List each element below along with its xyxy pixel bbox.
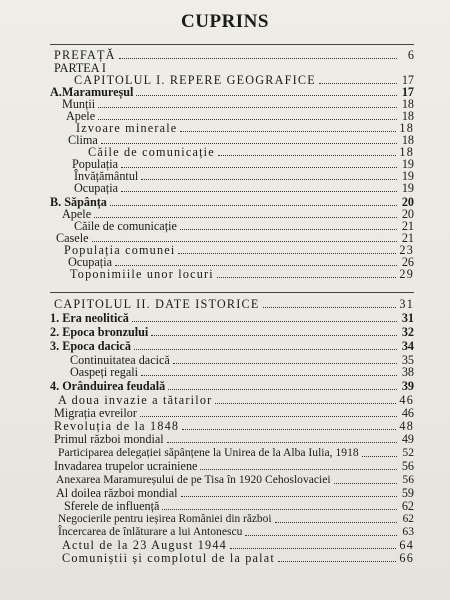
dot-leader: [141, 179, 397, 180]
dot-leader: [218, 155, 397, 156]
toc-entry-page: 23: [399, 243, 414, 257]
toc-entry-label: 1. Era neolitică: [50, 311, 129, 325]
toc-entry-label: Izvoare minerale: [76, 121, 178, 135]
toc-entry-page: 48: [399, 419, 414, 433]
dot-leader: [263, 307, 397, 308]
toc-entry-label: Anexarea Maramureșului de pe Tisa în 1920 Cehoslovaciei: [56, 473, 331, 486]
toc-entry-label: Primul război mondial: [54, 432, 164, 446]
toc-entry-page: 19: [401, 181, 414, 195]
toc-entry-label: Al doilea război mondial: [56, 486, 178, 500]
toc-entry-label: CAPITOLUL I. REPERE GEOGRAFICE: [74, 73, 316, 87]
toc-entry-label: Populația: [72, 157, 119, 171]
toc-entry-label: Participarea delegației săpânțene la Unirea de la Alba Iulia, 1918: [58, 446, 359, 459]
dot-leader: [94, 217, 397, 218]
toc-entry-capitolul-2: [54, 298, 414, 310]
dot-leader: [319, 83, 397, 84]
dot-leader: [98, 107, 397, 108]
dot-leader: [121, 167, 397, 168]
dot-leader: [180, 131, 396, 132]
section-rule: [50, 292, 414, 293]
toc-entry-label: Toponimiile unor locuri: [70, 267, 214, 281]
dot-leader: [140, 416, 397, 417]
dot-leader: [162, 509, 397, 510]
toc-entry: [58, 513, 414, 525]
toc-entry-page: 56: [402, 473, 414, 486]
toc-entry-label: PARTEA I: [54, 61, 106, 75]
toc-entry-label: Migrația evreilor: [54, 406, 137, 420]
dot-leader: [132, 321, 397, 322]
toc-entry-prefata: [54, 49, 414, 61]
toc-entry-label: Sferele de influență: [64, 499, 160, 513]
toc-entry-page: 59: [401, 486, 414, 500]
toc-entry-label: Casele: [56, 231, 89, 245]
toc-entry-label: Apele: [66, 109, 96, 123]
toc-entry: [70, 366, 414, 378]
toc-entry-page: 31: [399, 297, 414, 311]
dot-leader: [217, 277, 397, 278]
dot-leader: [362, 456, 397, 457]
dot-leader: [275, 522, 398, 523]
toc-entry: [56, 487, 414, 499]
toc-entry-page: 31: [401, 311, 414, 325]
toc-entry: [50, 312, 414, 324]
toc-entry-label: Încercarea de înlăturare a lui Antonescu: [58, 525, 243, 538]
dot-leader: [182, 429, 396, 430]
toc-entry: [76, 122, 414, 134]
toc-entry-page: 26: [401, 255, 414, 269]
toc-entry-page: 20: [401, 207, 414, 221]
toc-entry: [54, 420, 414, 432]
toc-entry-page: 56: [401, 459, 414, 473]
toc-entry-label: PREFAȚĂ: [54, 48, 116, 62]
toc-entry: [62, 539, 414, 551]
dot-leader: [334, 483, 397, 484]
toc-entry-label: Revoluția de la 1848: [54, 419, 180, 433]
toc-entry: [64, 244, 414, 256]
toc-entry-page: 32: [401, 325, 414, 339]
toc-entry-label: Ocupația: [74, 181, 118, 195]
toc-entry-page: 18: [401, 97, 414, 111]
toc-entry-label: Munții: [62, 97, 96, 111]
toc-entry-page: 17: [401, 85, 414, 99]
dot-leader: [215, 403, 396, 404]
toc-entry-label: Ocupația: [68, 255, 112, 269]
toc-entry: [70, 268, 414, 280]
toc-entry-label: Populația comunei: [64, 243, 176, 257]
toc-entry-page: 19: [401, 157, 414, 171]
page-title: CUPRINS: [181, 11, 269, 32]
toc-entry-page: 63: [402, 525, 414, 538]
toc-entry-page: 39: [401, 379, 414, 393]
toc-entry-page: 52: [402, 446, 414, 459]
toc-entry-page: 18: [399, 145, 414, 159]
toc-entry-page: 18: [399, 121, 414, 135]
toc-entry-page: 49: [401, 432, 414, 446]
dot-leader: [278, 561, 396, 562]
toc-entry-label: Actul de la 23 August 1944: [62, 538, 227, 552]
dot-leader: [98, 119, 397, 120]
toc-entry-page: 21: [401, 219, 414, 233]
toc-entry-label: Negocierile pentru ieșirea României din război: [58, 513, 272, 525]
dot-leader: [180, 229, 397, 230]
toc-entry: [74, 182, 414, 194]
toc-entry-page: 66: [399, 551, 414, 565]
toc-entry-page: 46: [401, 406, 414, 420]
toc-entry: [74, 170, 414, 182]
toc-entry-label: B. Săpânța: [50, 195, 107, 209]
toc-entry-page: 19: [401, 169, 414, 183]
toc-entry-label: Comuniștii și complotul de la palat: [62, 551, 275, 565]
dot-leader: [181, 496, 397, 497]
toc-entry: [62, 98, 414, 110]
toc-entry-page: 62: [401, 499, 414, 513]
toc-entry: [58, 394, 414, 406]
toc-entry-page: 21: [401, 231, 414, 245]
dot-leader: [151, 335, 397, 336]
toc-entry-page: 29: [399, 267, 414, 281]
toc-entry: [56, 474, 414, 486]
dot-leader: [168, 389, 397, 390]
toc-entry-label: Căile de comunicație: [88, 145, 215, 159]
dot-leader: [178, 253, 396, 254]
toc-entry-sapanta: [50, 196, 414, 208]
toc-entry-label: Apele: [62, 207, 92, 221]
toc-entry: [88, 146, 414, 158]
toc-entry-label: A.Maramureșul: [50, 85, 134, 99]
toc-entry-page: 46: [399, 393, 414, 407]
dot-leader: [230, 548, 396, 549]
dot-leader: [141, 375, 397, 376]
toc-entry-label: 3. Epoca dacică: [50, 339, 131, 353]
toc-entry-label: Căile de comunicație: [74, 219, 177, 233]
toc-entry-label: Învățământul: [74, 169, 139, 183]
dot-leader: [245, 535, 397, 536]
toc-entry-label: Invadarea trupelor ucrainiene: [54, 459, 198, 473]
dot-leader: [101, 143, 397, 144]
toc-entry-label: Oaspeți regali: [70, 365, 139, 379]
toc-entry-label: 4. Orânduirea feudală: [50, 379, 166, 393]
toc-entry-page: 18: [401, 109, 414, 123]
toc-entry: [54, 433, 414, 445]
toc-entry-page: 20: [401, 195, 414, 209]
toc-entry: [50, 340, 414, 352]
toc-entry: [62, 552, 414, 564]
toc-entry-label: Clima: [68, 133, 98, 147]
toc-entry-page: 17: [401, 73, 414, 87]
toc-entry: [64, 500, 414, 512]
toc-entry: [50, 326, 414, 338]
toc-entry: [54, 407, 414, 419]
dot-leader: [173, 363, 397, 364]
dot-leader: [167, 442, 397, 443]
toc-entry-page: 18: [401, 133, 414, 147]
dot-leader: [136, 95, 397, 96]
toc-entry-page: 35: [401, 353, 414, 367]
toc-entry-page: 62: [402, 513, 414, 525]
dot-leader: [134, 349, 397, 350]
toc-entry-label: 2. Epoca bronzului: [50, 325, 149, 339]
toc-entry: [58, 447, 414, 459]
toc-entry: [54, 460, 414, 472]
dot-leader: [92, 241, 398, 242]
dot-leader: [200, 469, 397, 470]
toc-entry-page: 34: [401, 339, 414, 353]
dot-leader: [119, 58, 397, 59]
toc-entry-maramures: [50, 86, 414, 98]
toc-entry: [74, 220, 414, 232]
toc-entry-label: A doua invazie a tătarilor: [58, 393, 213, 407]
dot-leader: [115, 265, 397, 266]
toc-entry: [50, 380, 414, 392]
toc-entry-page: 38: [401, 365, 414, 379]
toc-entry-label: CAPITOLUL II. DATE ISTORICE: [54, 297, 260, 311]
dot-leader: [110, 205, 397, 206]
toc-entry-page: 64: [399, 538, 414, 552]
dot-leader: [121, 191, 397, 192]
toc-entry: [58, 526, 414, 538]
toc-entry-page: 6: [407, 48, 414, 62]
toc-entry-label: Continuitatea dacică: [70, 353, 170, 367]
